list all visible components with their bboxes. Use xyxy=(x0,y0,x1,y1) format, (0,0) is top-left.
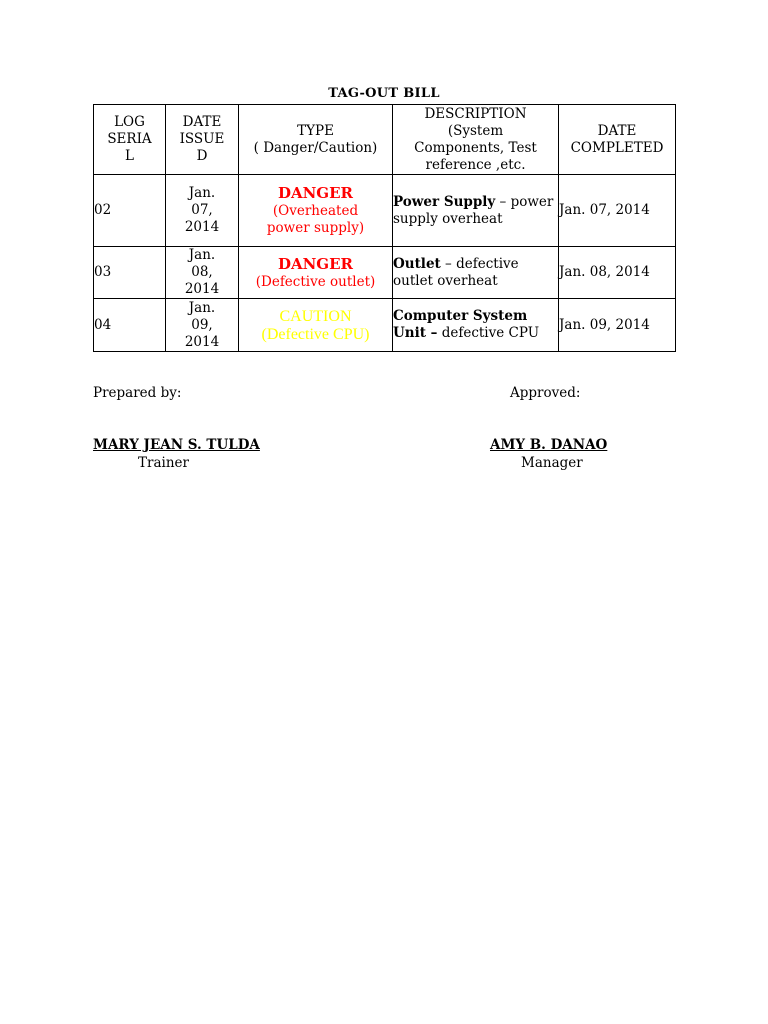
danger-label: DANGER xyxy=(277,184,354,202)
table-row xyxy=(94,247,676,299)
log-serial-cell: 02 xyxy=(94,175,166,247)
type-cell-danger: DANGER (Defective outlet) xyxy=(239,247,393,299)
page-title: TAG-OUT BILL xyxy=(328,86,440,101)
log-serial-cell: 04 xyxy=(94,299,166,352)
header-description: DESCRIPTION (System Components, Test reference ,etc. xyxy=(393,105,559,175)
table-row xyxy=(94,299,676,352)
date-issued-cell: Jan. 08, 2014 xyxy=(166,247,239,299)
prepared-by-role: Trainer xyxy=(138,455,189,471)
type-cell-caution: CAUTION (Defective CPU) xyxy=(239,299,393,352)
date-completed-cell: Jan. 09, 2014 xyxy=(559,299,676,352)
log-serial-cell: 03 xyxy=(94,247,166,299)
description-cell: Power Supply – power supply overheat xyxy=(393,175,559,247)
approved-by-role: Manager xyxy=(521,455,583,471)
approved-by-label: Approved: xyxy=(510,385,581,401)
description-cell: Computer System Unit – defective CPU xyxy=(393,299,559,352)
header-date-issued: DATE ISSUE D xyxy=(166,105,239,175)
table-header-row xyxy=(94,105,676,175)
date-issued-cell: Jan. 09, 2014 xyxy=(166,299,239,352)
approved-by-name: AMY B. DANAO xyxy=(490,437,608,453)
date-completed-cell: Jan. 07, 2014 xyxy=(559,175,676,247)
header-type: TYPE ( Danger/Caution) xyxy=(239,105,393,175)
date-completed-cell: Jan. 08, 2014 xyxy=(559,247,676,299)
header-log-serial: LOG SERIA L xyxy=(94,105,166,175)
danger-label: DANGER xyxy=(277,254,354,273)
date-issued-cell: Jan. 07, 2014 xyxy=(166,175,239,247)
prepared-by-label: Prepared by: xyxy=(93,385,182,401)
tag-out-table xyxy=(93,104,676,352)
type-cell-danger: DANGER (Overheated power supply) xyxy=(239,175,393,247)
description-cell: Outlet – defective outlet overheat xyxy=(393,247,559,299)
caution-label: CAUTION xyxy=(279,308,352,325)
header-date-completed: DATE COMPLETED xyxy=(559,105,676,175)
table-row xyxy=(94,175,676,247)
prepared-by-name: MARY JEAN S. TULDA xyxy=(93,437,260,453)
